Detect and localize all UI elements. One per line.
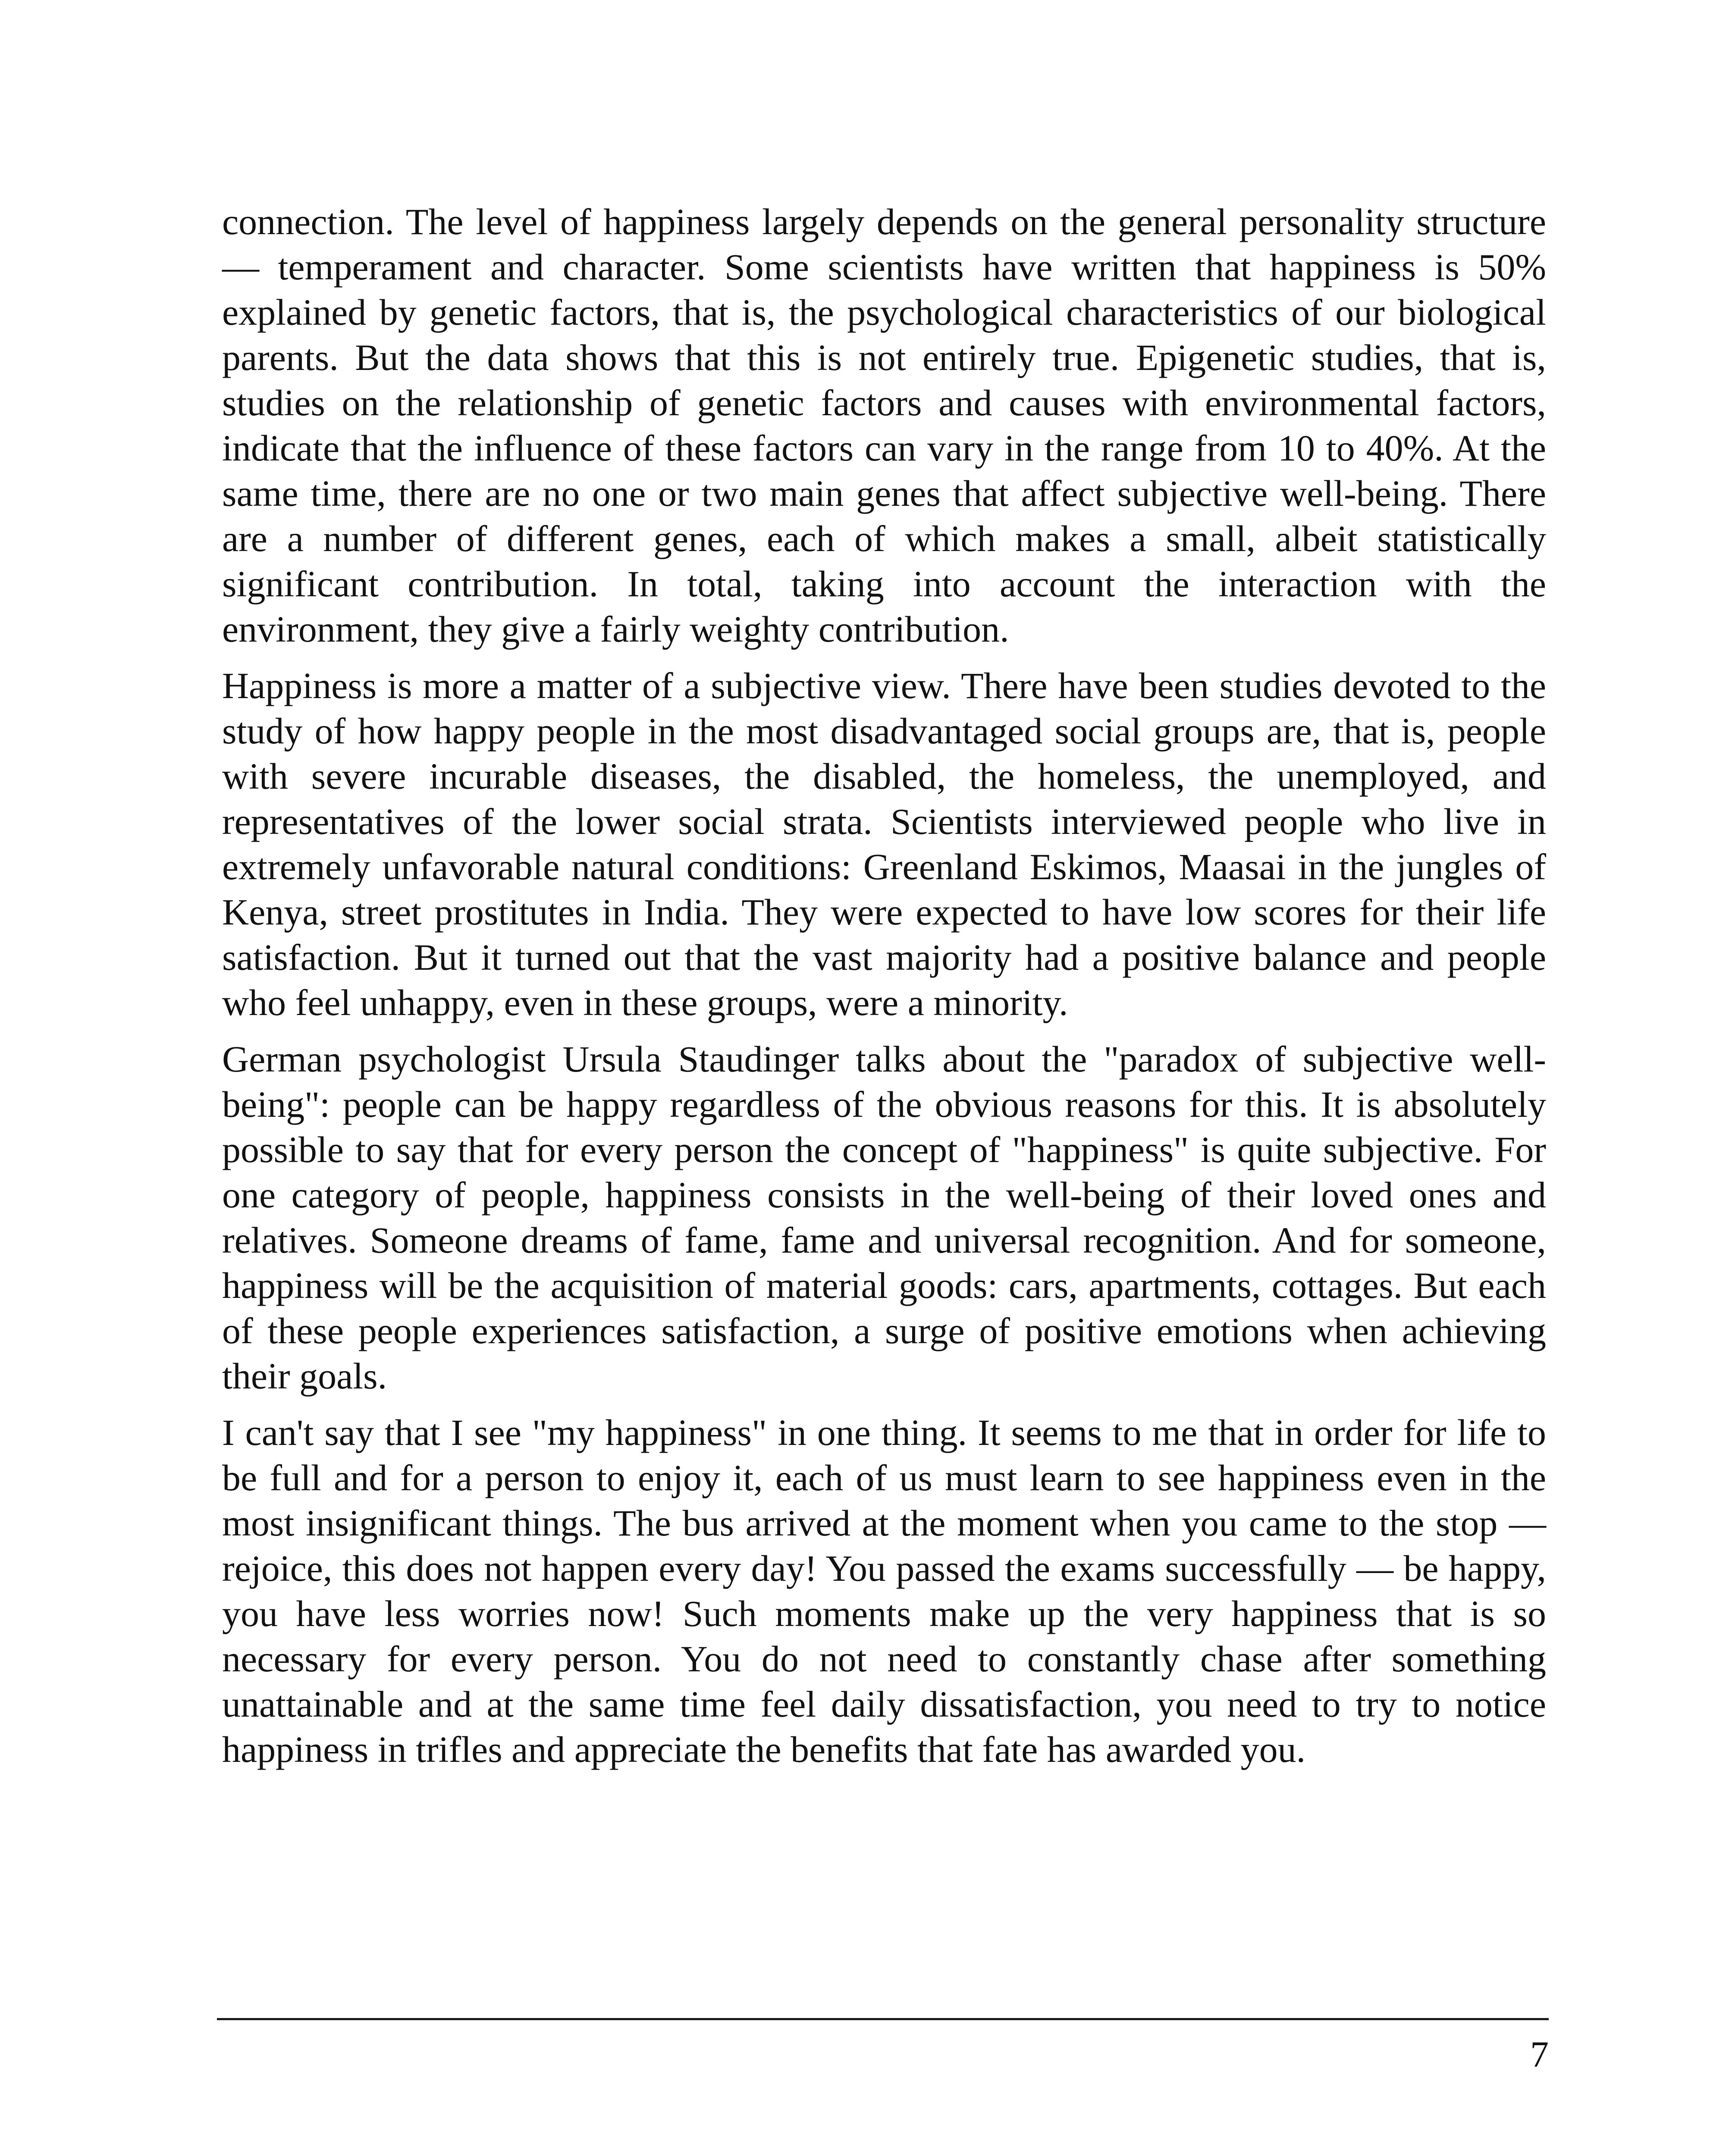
paragraph-1: connection. The level of happiness largely depends on the general personality structure — temperament and character. Some scientists have written that happiness is 50% explained by genetic factors, that is, the psychological characteristics of our biological parents. But the data shows that this is not entirely true. Epigenetic studies, that is, studies on the relationship of genetic factors and causes with environmental factors, indicate that the influence of these factors can vary in the range from 10 to 40%. At the same time, there are no one or two main genes that affect subjective well-being. There are a number of different genes, each of which makes a small, albeit statistically significant contribution. In total, taking into account the interaction with the environment, they give a fairly weighty contribution. xyxy=(222,201,1546,650)
page-number: 7 xyxy=(1530,2034,1549,2075)
body-text xyxy=(222,199,1546,1783)
paragraph-2: Happiness is more a matter of a subjective view. There have been studies devoted to the study of how happy people in the most disadvantaged social groups are, that is, people with severe incurable diseases, the disabled, the homeless, the unemployed, and representatives of the lower social strata. Scientists interviewed people who live in extremely unfavorable natural conditions: Greenland Eskimos, Maasai in the jungles of Kenya, street prostitutes in India. They were expected to have low scores for their life satisfaction. But it turned out that the vast majority had a positive balance and people who feel unhappy, even in these groups, were a minority. xyxy=(222,665,1546,1023)
paragraph-3: German psychologist Ursula Staudinger talks about the "paradox of subjective well-being": people can be happy regardless of the obvious reasons for this. It is absolutely possible to say that for every person the concept of "happiness" is quite subjective. For one category of people, happiness consists in the well-being of their loved ones and relatives. Someone dreams of fame, fame and universal recognition. And for someone, happiness will be the acquisition of material goods: cars, apartments, cottages. But each of these people experiences satisfaction, a surge of positive emotions when achieving their goals. xyxy=(222,1038,1546,1397)
paragraph-4: I can't say that I see "my happiness" in one thing. It seems to me that in order for life to be full and for a person to enjoy it, each of us must learn to see happiness even in the most insignificant things. The bus arrived at the moment when you came to the stop — rejoice, this does not happen every day! You passed the exams successfully — be happy, you have less worries now! Such moments make up the very happiness that is so necessary for every person. You do not need to constantly chase after something unattainable and at the same time feel daily dissatisfaction, you need to try to notice happiness in trifles and appreciate the benefits that fate has awarded you. xyxy=(222,1412,1546,1770)
footer-divider xyxy=(217,2018,1549,2020)
